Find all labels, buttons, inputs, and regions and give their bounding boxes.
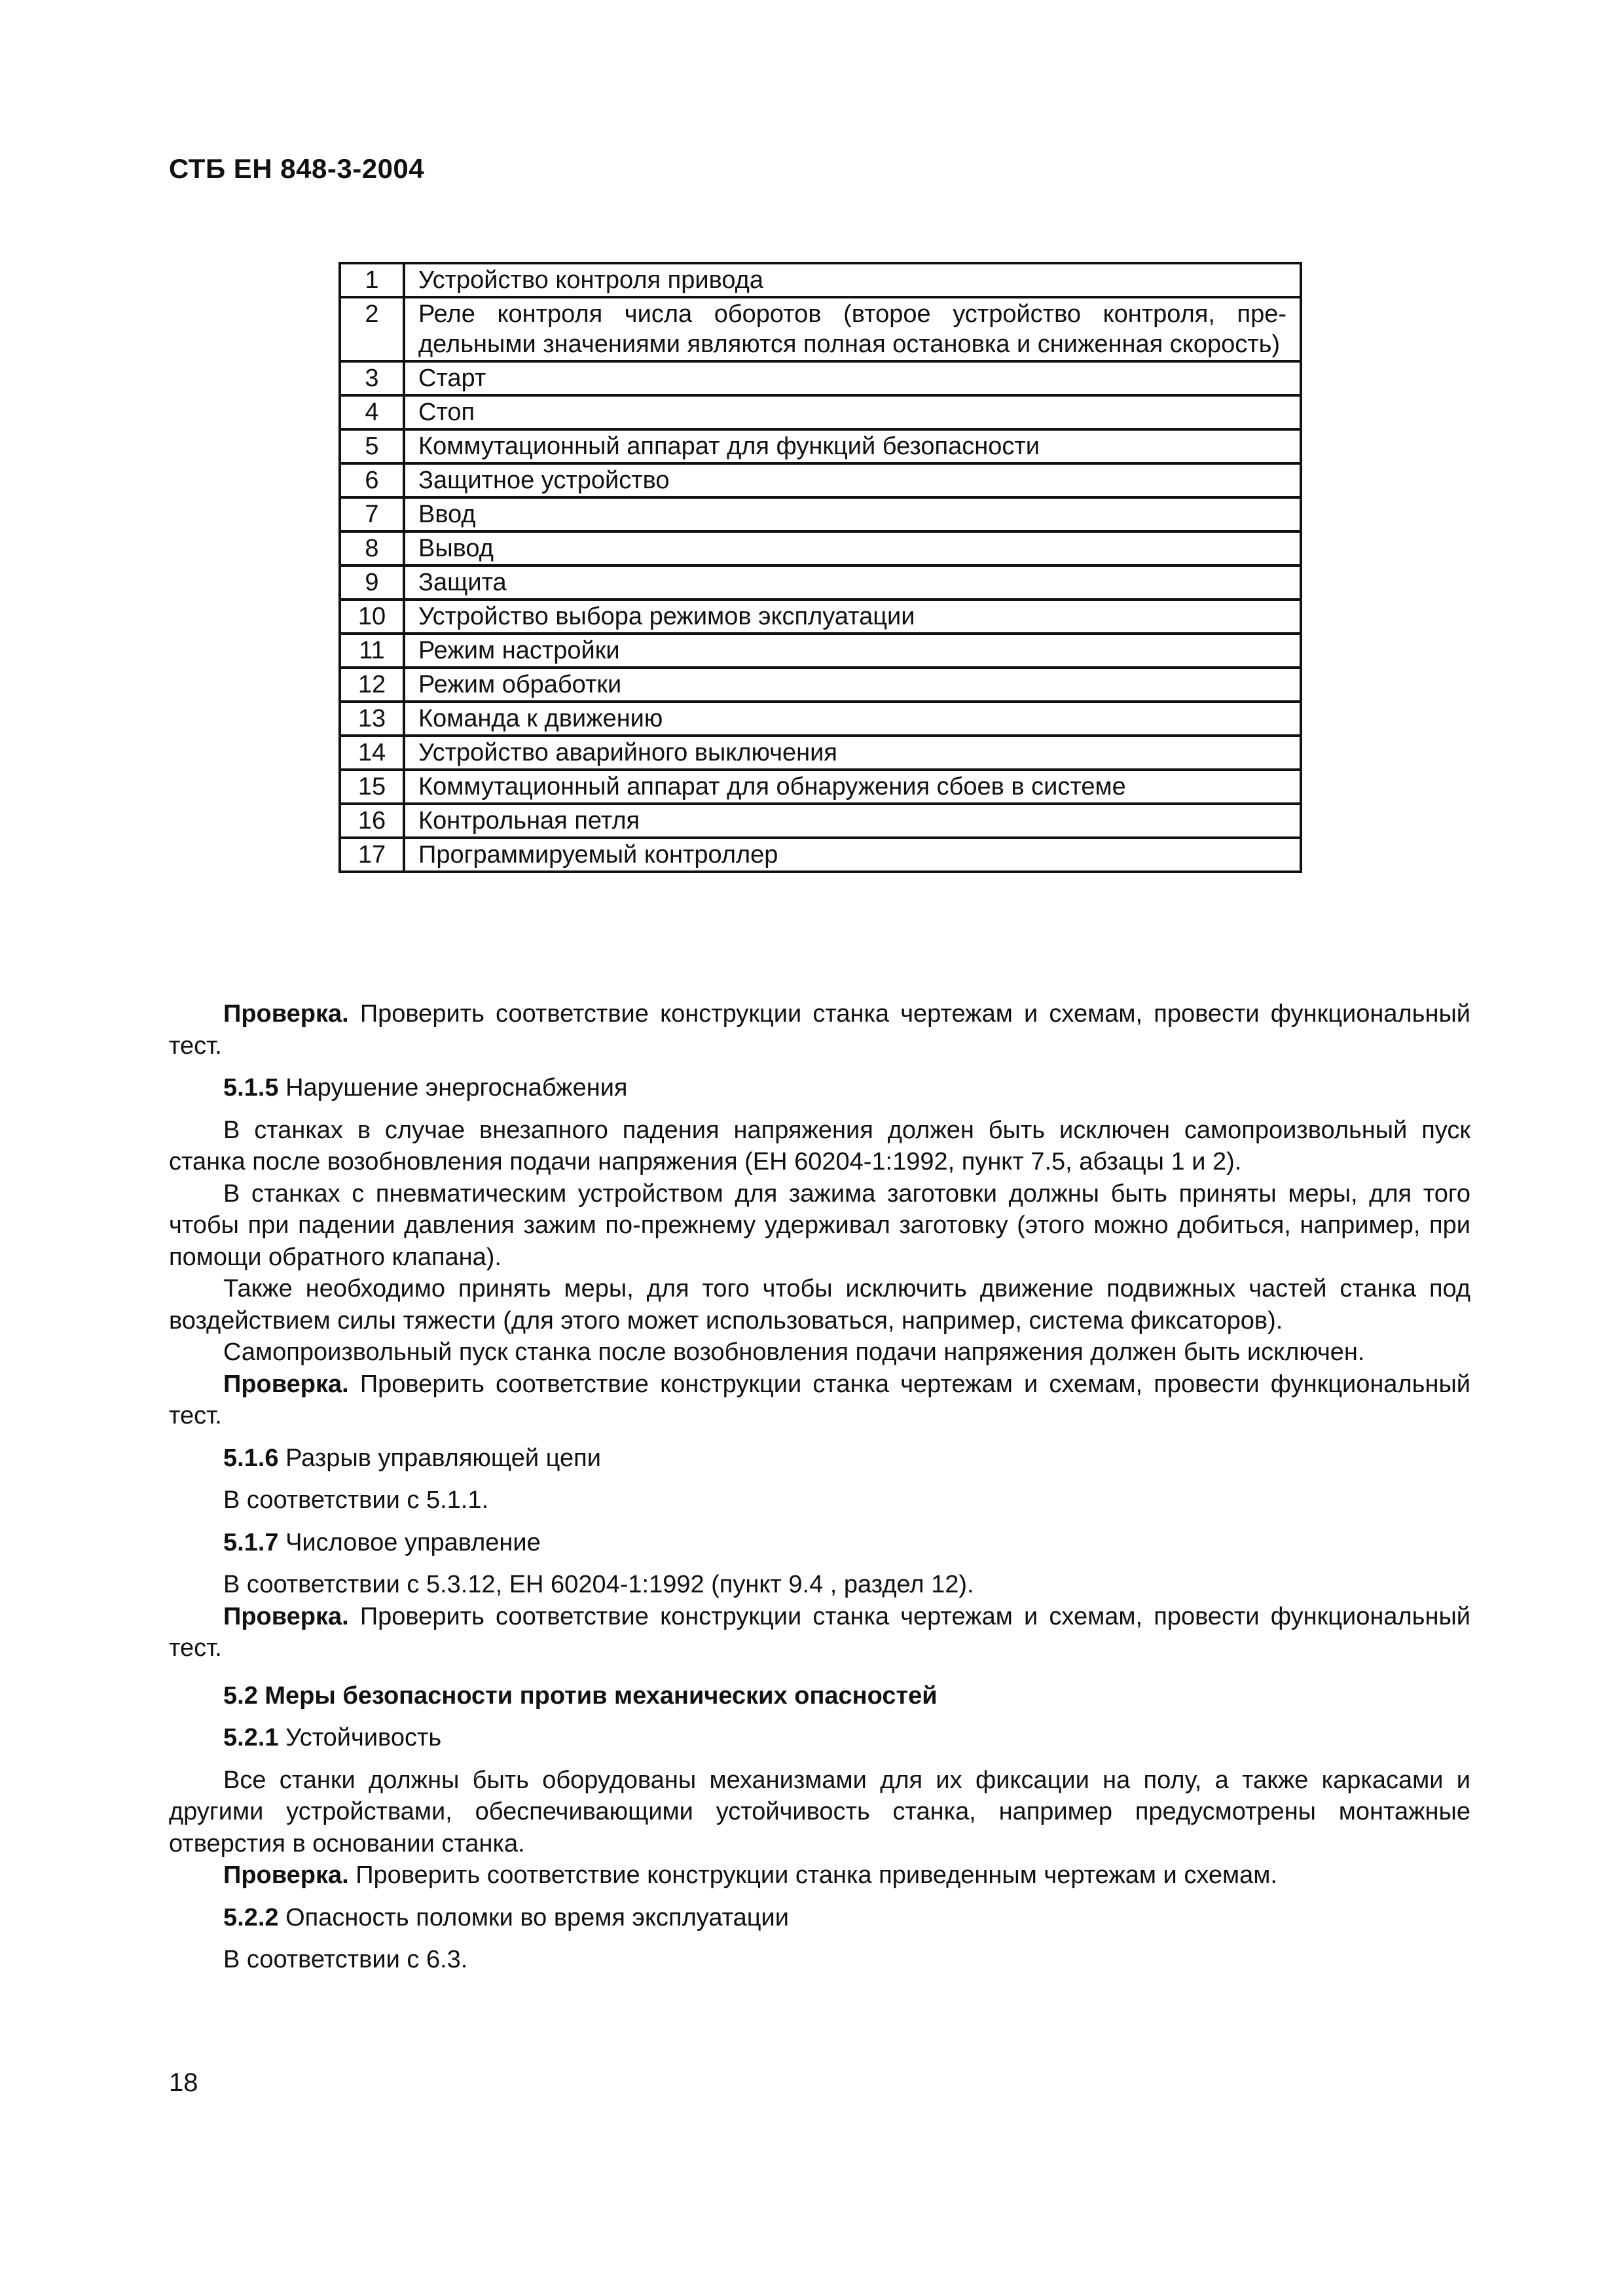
legend-description: Стоп: [404, 395, 1301, 429]
legend-number: 11: [340, 634, 404, 668]
legend-description: Коммутационный аппарат для обнаружения сбоев в системе: [404, 770, 1301, 804]
legend-description: Контрольная петля: [404, 804, 1301, 838]
legend-row: [340, 838, 1301, 872]
check-paragraph: [169, 1859, 1470, 1892]
section-title: Числовое управление: [285, 1528, 541, 1556]
check-text: Проверить соответствие конструкции станка чертежам и схемам, провести функциональный тест.: [169, 1000, 1470, 1060]
section-heading-5-2: 5.2 Меры безопасности против механических опасностей: [223, 1681, 938, 1710]
legend-number: 17: [340, 838, 404, 872]
section-title: Нарушение энергоснабжения: [285, 1074, 628, 1102]
section-heading-5-1-5: [169, 1072, 1470, 1104]
legend-description: Режим настройки: [404, 634, 1301, 668]
section-heading-5-2-1: [169, 1722, 1470, 1754]
paragraph: В соответствии с 5.3.12, ЕН 60204-1:1992 (пункт 9.4 , раздел 12).: [223, 1571, 974, 1598]
legend-row: [340, 263, 1301, 297]
paragraph: Также необходимо принять меры, для того чтобы исключить движение подвижных частей станка под воздействием силы тяжести (для этого может использоваться, например, система фиксаторов).: [169, 1275, 1470, 1335]
legend-row: [340, 702, 1301, 736]
legend-row: [340, 531, 1301, 565]
legend-description: Устройство аварийного выключения: [404, 736, 1301, 770]
page-number: 18: [169, 2068, 198, 2097]
legend-number: 9: [340, 565, 404, 600]
legend-description: Устройство контроля привода: [404, 263, 1301, 297]
legend-description: Программируемый контроллер: [404, 838, 1301, 872]
section-number: 5.1.7: [223, 1528, 279, 1556]
legend-number: 12: [340, 668, 404, 702]
legend-number: 4: [340, 395, 404, 429]
legend-description: Защита: [404, 565, 1301, 600]
legend-number: 15: [340, 770, 404, 804]
section-title: Разрыв управляющей цепи: [285, 1444, 601, 1472]
legend-row: [340, 497, 1301, 531]
legend-number: 7: [340, 497, 404, 531]
legend-row: [340, 600, 1301, 634]
paragraph: В соответствии с 5.1.1.: [223, 1486, 489, 1514]
paragraph: В соответствии с 6.3.: [223, 1946, 468, 1973]
check-label: Проверка.: [223, 1861, 349, 1889]
legend-number: 5: [340, 429, 404, 463]
section-title: Опасность поломки во время эксплуатации: [285, 1903, 789, 1931]
legend-description: Режим обработки: [404, 668, 1301, 702]
legend-row: [340, 395, 1301, 429]
legend-row: [340, 361, 1301, 395]
legend-table: [338, 262, 1302, 873]
legend-row: [340, 804, 1301, 838]
check-paragraph: [169, 998, 1470, 1062]
section-heading-5-1-7: [169, 1527, 1470, 1559]
legend-description: Ввод: [404, 497, 1301, 531]
body-text: [169, 998, 1470, 1976]
legend-number: 13: [340, 702, 404, 736]
legend-row: [340, 297, 1301, 361]
document-id-header: СТБ ЕН 848-3-2004: [169, 153, 425, 184]
check-label: Проверка.: [223, 1000, 349, 1028]
legend-number: 16: [340, 804, 404, 838]
legend-description: Реле контроля числа оборотов (второе устройство контроля, предельными значениями являются полная остановка и сниженная скорость): [404, 297, 1301, 361]
paragraph: В станках с пневматическим устройством для зажима заготовки должны быть приняты меры, для того чтобы при падении давления зажим по-прежнему удерживал заготовку (этого можно добиться, например, при помощи обратного клапана).: [169, 1179, 1470, 1271]
legend-row: [340, 634, 1301, 668]
legend-description: Устройство выбора режимов эксплуатации: [404, 600, 1301, 634]
legend-row: [340, 565, 1301, 600]
legend-table-body: [340, 263, 1301, 872]
check-text: Проверить соответствие конструкции станка чертежам и схемам, провести функциональный тест.: [169, 1370, 1470, 1429]
section-number: 5.1.6: [223, 1444, 279, 1472]
check-paragraph: [169, 1601, 1470, 1664]
legend-row: [340, 770, 1301, 804]
legend-row: [340, 429, 1301, 463]
legend-description: Коммутационный аппарат для функций безопасности: [404, 429, 1301, 463]
legend-description: Вывод: [404, 531, 1301, 565]
legend-description: Команда к движению: [404, 702, 1301, 736]
legend-number: 3: [340, 361, 404, 395]
legend-description: Защитное устройство: [404, 463, 1301, 497]
check-text: Проверить соответствие конструкции станка чертежам и схемам, провести функциональный тест.: [169, 1602, 1470, 1662]
legend-description: Старт: [404, 361, 1301, 395]
check-text: Проверить соответствие конструкции станка приведенным чертежам и схемам.: [356, 1861, 1277, 1889]
section-heading-5-1-6: [169, 1443, 1470, 1475]
section-number: 5.2.1: [223, 1724, 279, 1751]
check-label: Проверка.: [223, 1370, 349, 1398]
check-label: Проверка.: [223, 1602, 349, 1630]
paragraph: Самопроизвольный пуск станка после возобновления подачи напряжения должен быть исключен.: [223, 1338, 1365, 1366]
section-title: Устойчивость: [285, 1724, 442, 1751]
legend-number: 10: [340, 600, 404, 634]
section-number: 5.2.2: [223, 1903, 279, 1931]
legend-number: 2: [340, 297, 404, 361]
section-heading-5-2-2: [169, 1902, 1470, 1934]
legend-number: 1: [340, 263, 404, 297]
legend-row: [340, 463, 1301, 497]
legend-row: [340, 736, 1301, 770]
legend-number: 6: [340, 463, 404, 497]
legend-number: 8: [340, 531, 404, 565]
paragraph: В станках в случае внезапного падения напряжения должен быть исключен самопроизвольный пуск станка после возобновления подачи напряжения (ЕН 60204-1:1992, пункт 7.5, абзацы 1 и 2).: [169, 1116, 1470, 1175]
section-number: 5.1.5: [223, 1074, 279, 1102]
check-paragraph: [169, 1369, 1470, 1432]
paragraph: Все станки должны быть оборудованы механизмами для их фиксации на полу, а также каркасами и другими устройствами, обеспечивающими устойчивость станка, например предусмотрены монтажные отверстия в основании станка.: [169, 1766, 1470, 1857]
legend-number: 14: [340, 736, 404, 770]
legend-row: [340, 668, 1301, 702]
